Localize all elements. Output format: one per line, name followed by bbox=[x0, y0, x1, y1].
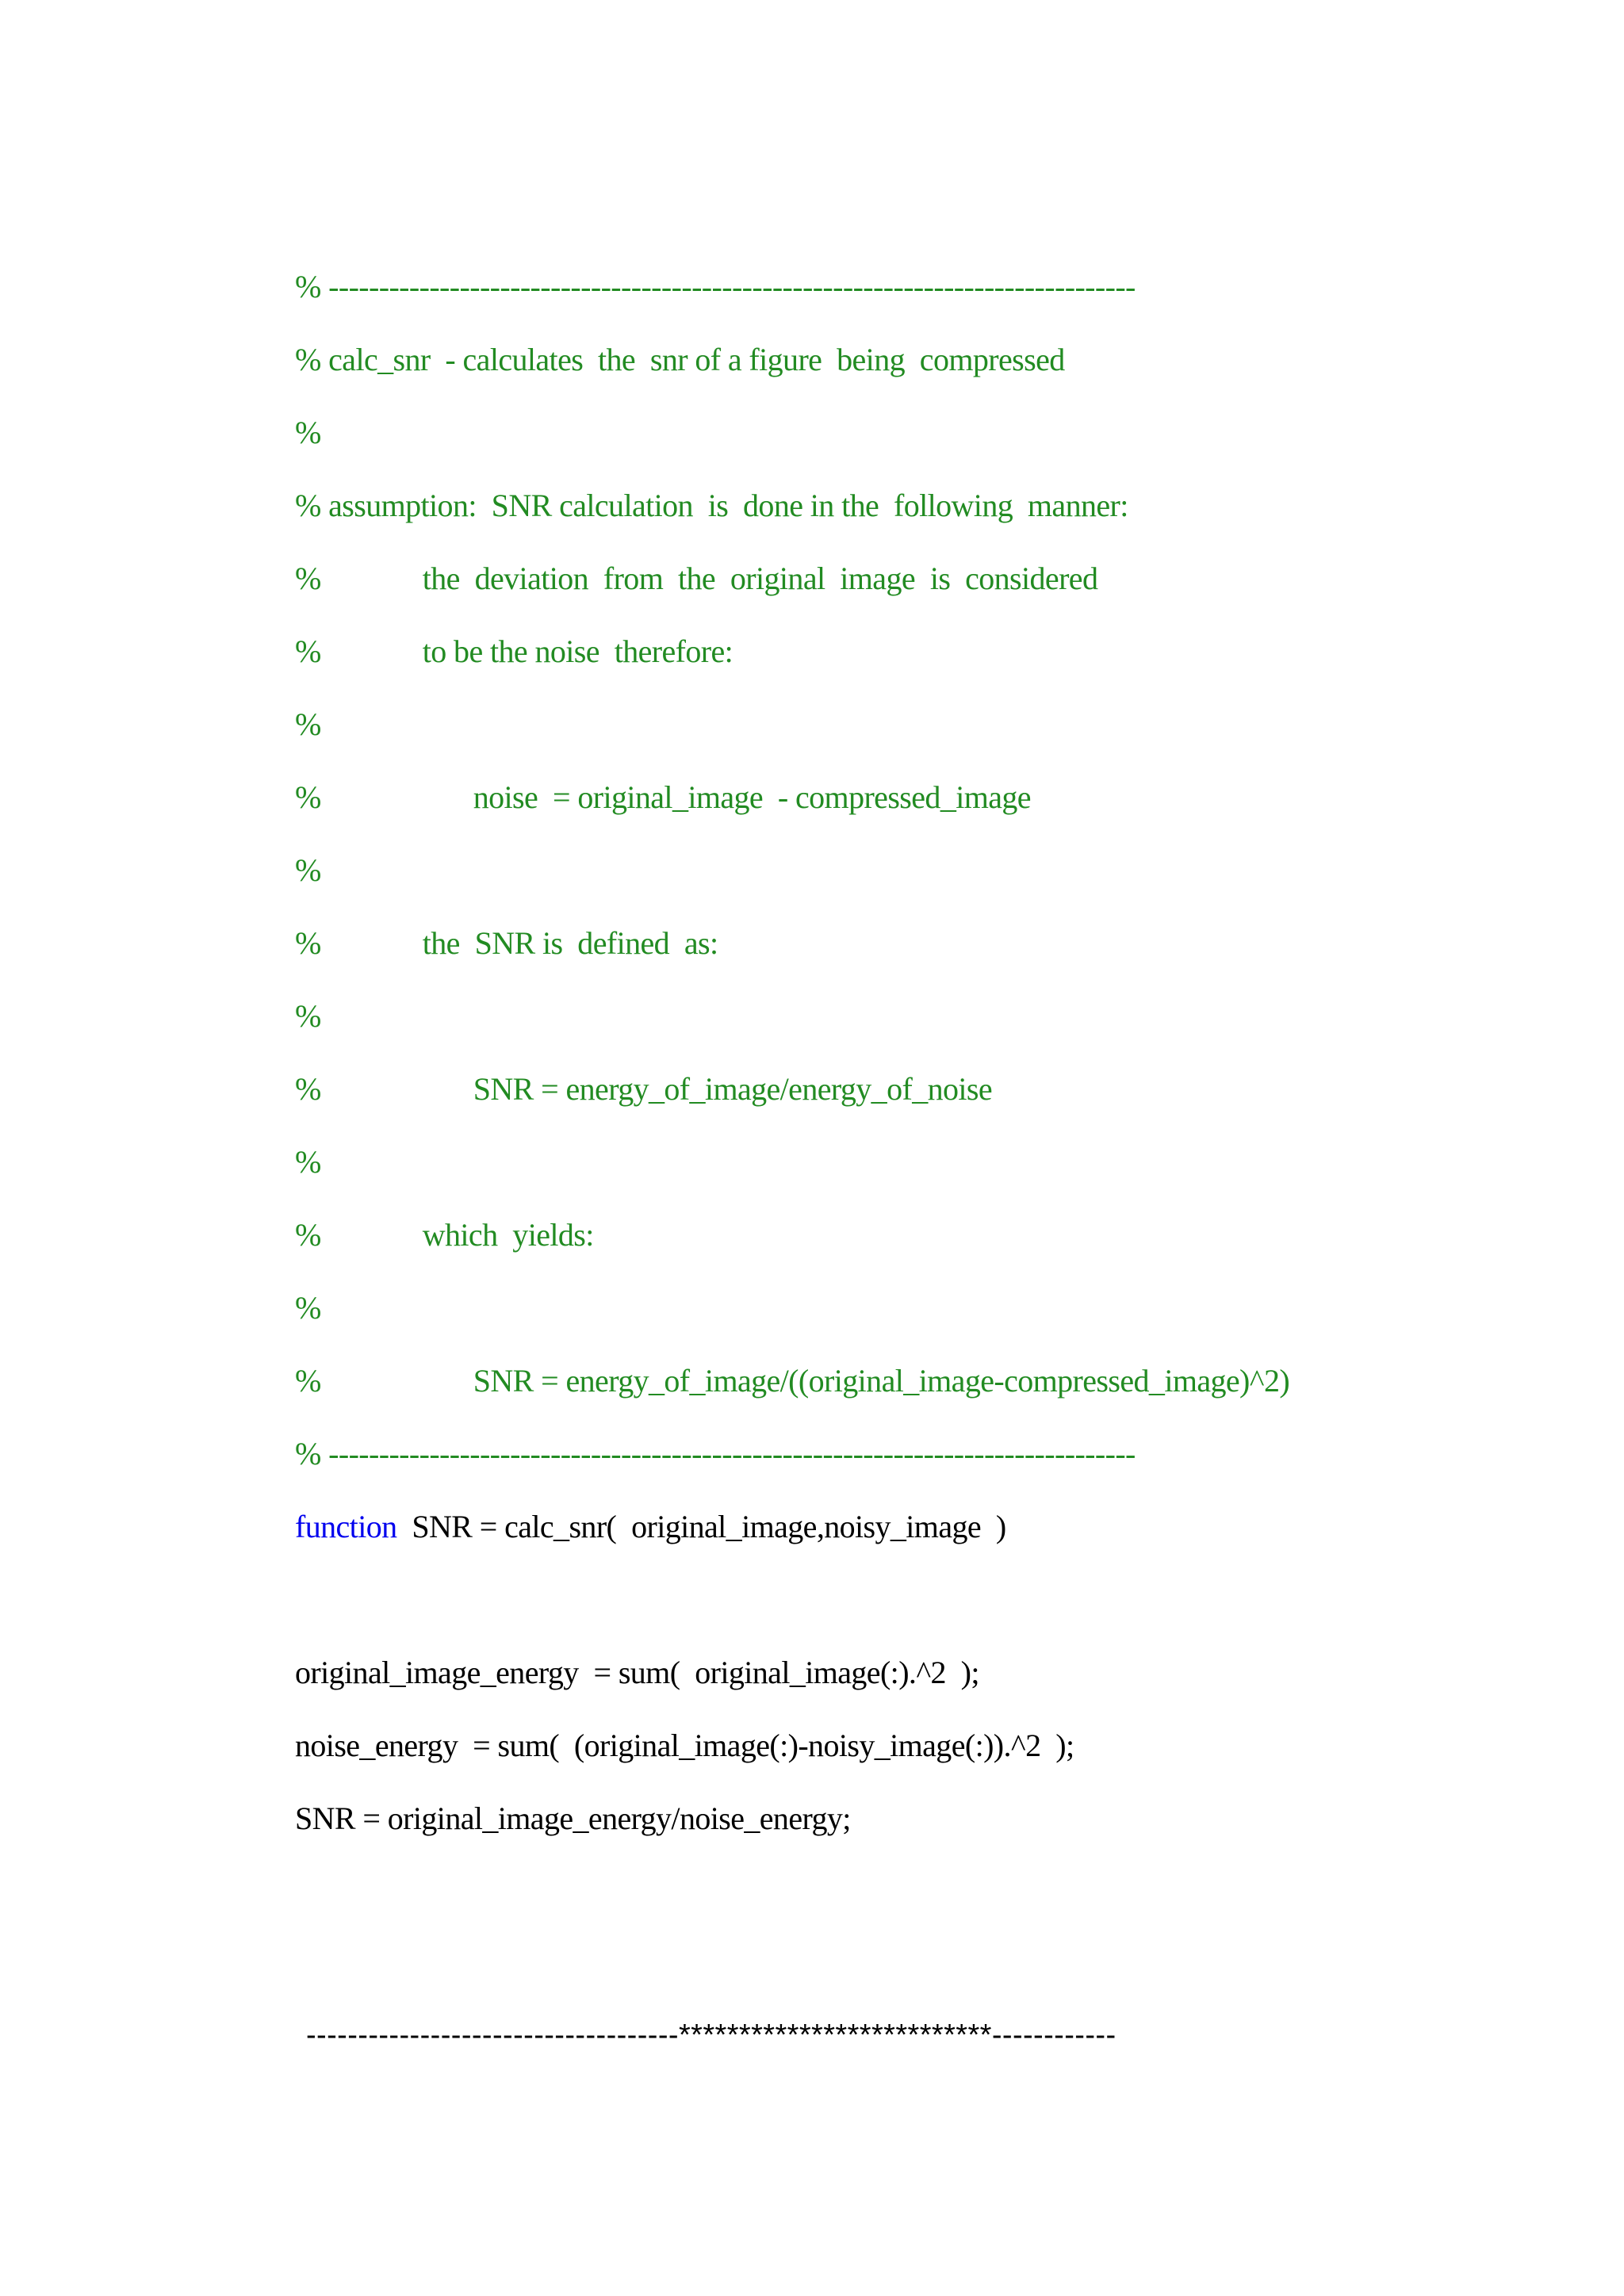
function-declaration-line bbox=[295, 1506, 1595, 1579]
blank-line bbox=[295, 1579, 1595, 1652]
comment-line: % to be the noise therefore: bbox=[295, 633, 733, 669]
function-keyword: function bbox=[295, 1509, 397, 1544]
comment-line: % noise = original_image - compressed_image bbox=[295, 779, 1031, 815]
footer-separator: ------------------------------------**************************------------ bbox=[306, 2019, 1116, 2052]
function-signature: SNR = calc_snr( original_image,noisy_image ) bbox=[396, 1509, 1006, 1544]
comment-line: % bbox=[295, 1290, 321, 1326]
comment-line: % assumption: SNR calculation is done in the following manner: bbox=[295, 488, 1128, 523]
code-line: original_image_energy = sum( original_image(:).^2 ); bbox=[295, 1655, 979, 1690]
comment-line: % bbox=[295, 998, 321, 1034]
comment-line: % SNR = energy_of_image/energy_of_noise bbox=[295, 1071, 993, 1107]
comment-line: % which yields: bbox=[295, 1217, 594, 1253]
comment-line: % -------------------------------------------------------------------------------- bbox=[295, 1436, 1136, 1471]
code-listing bbox=[295, 266, 1595, 1871]
comment-line: % calc_snr - calculates the snr of a figure being compressed bbox=[295, 342, 1065, 377]
comment-line: % bbox=[295, 852, 321, 888]
comment-line: % the SNR is defined as: bbox=[295, 925, 718, 961]
comment-line: % bbox=[295, 415, 321, 450]
comment-line: % SNR = energy_of_image/((original_image-compressed_image)^2) bbox=[295, 1363, 1290, 1399]
comment-line: % bbox=[295, 706, 321, 742]
code-line: noise_energy = sum( (original_image(:)-noisy_image(:)).^2 ); bbox=[295, 1728, 1074, 1763]
comment-line: % bbox=[295, 1144, 321, 1180]
code-line: SNR = original_image_energy/noise_energy; bbox=[295, 1800, 851, 1836]
comment-line: % the deviation from the original image is considered bbox=[295, 561, 1098, 596]
comment-line: % -------------------------------------------------------------------------------- bbox=[295, 269, 1136, 304]
